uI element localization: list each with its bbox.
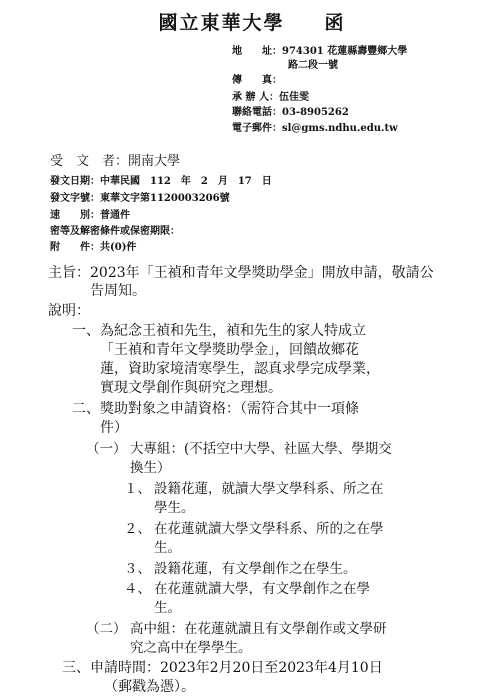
attachments	[50, 238, 136, 253]
point1-line2: 學生。	[154, 500, 195, 516]
contact-label: 承 辦 人：	[232, 92, 279, 103]
attachments-value: 共(0)件	[100, 242, 137, 253]
sender-fax	[232, 73, 282, 89]
item1-line4: 實現文學創作與研究之理想。	[100, 380, 282, 396]
sender-contact	[232, 90, 309, 106]
doc-number-value: 東華文字第1120003206號	[100, 193, 230, 204]
issue-date-value: 中華民國 112 年 2 月 17 日	[100, 176, 272, 187]
point3-num: ３、	[124, 561, 151, 577]
address-line2: 路二段一號	[288, 60, 338, 71]
phone-label: 聯絡電話：	[232, 107, 282, 118]
urgency-label: 速 別：	[50, 210, 100, 221]
sub2-line2: 究之高中在學學生。	[130, 640, 252, 656]
secrecy-label: 密等及解密條件或保密期限：	[50, 226, 180, 237]
item1-line3: 蓮，資助家境清寒學生，認真求學完成學業，	[100, 361, 380, 377]
item3-num: 三、	[62, 660, 90, 676]
sender-phone	[232, 105, 349, 121]
point4-line1: 在花蓮就讀大學，有文學創作之在學	[154, 581, 370, 597]
issue-date	[50, 172, 272, 187]
urgency	[50, 206, 130, 221]
doc-type: 函	[324, 12, 346, 34]
item3-line1: 申請時間：2023年2月20日至2023年4月10日	[90, 660, 383, 676]
subject-label: 主旨：	[48, 265, 90, 281]
secrecy	[50, 222, 180, 237]
point2-line2: 生。	[154, 540, 181, 556]
item1-line1: 為紀念王禎和先生，禎和先生的家人特成立	[100, 323, 366, 339]
phone-value: 03-8905262	[282, 107, 349, 118]
point2-line1: 在花蓮就讀大學文學科系、所的之在學	[154, 521, 384, 537]
item2-num: 二、	[72, 401, 100, 417]
issue-date-label: 發文日期：	[50, 176, 100, 187]
item1-num: 一、	[72, 323, 100, 339]
issuer-name: 國立東華大學	[158, 12, 285, 34]
recipient-label: 受 文 者：	[50, 154, 129, 169]
sub1-num: （一）	[86, 441, 127, 457]
sub1-line2: 換生）	[130, 460, 171, 476]
item2-line1: 獎助對象之申請資格：（需符合其中一項條	[100, 401, 359, 417]
item2-line2: 件）	[100, 420, 128, 436]
item3-line2: （郵戳為憑）。	[104, 679, 195, 695]
fax-label: 傳 真：	[232, 75, 282, 86]
sub2-line1: 高中組：在花蓮就讀且有文學創作或文學研	[130, 621, 387, 637]
recipient-value: 開南大學	[128, 154, 181, 169]
address-label: 地 址：	[232, 46, 282, 57]
email-value: sl@gms.ndhu.edu.tw	[282, 123, 398, 134]
urgency-value: 普通件	[100, 210, 130, 221]
email-label: 電子郵件：	[232, 123, 282, 134]
point4-line2: 生。	[154, 600, 181, 616]
subject-line2: 告周知。	[90, 283, 146, 299]
sub2-num: （二）	[86, 621, 127, 637]
attachments-label: 附 件：	[50, 242, 100, 253]
sender-email	[232, 121, 398, 137]
doc-number	[50, 189, 230, 204]
point4-num: ４、	[124, 581, 151, 597]
sub1-line1: 大專組：(不括空中大學、社區大學、學期交	[130, 441, 392, 457]
subject-line1: 2023年「王禎和青年文學獎助學金」開放申請，敬請公	[90, 265, 434, 281]
address-line1: 974301 花蓮縣壽豐鄉大學	[282, 46, 408, 57]
point3-line1: 設籍花蓮，有文學創作之在學生。	[154, 561, 357, 577]
doc-number-label: 發文字號：	[50, 193, 100, 204]
item1-line2: 「王禎和青年文學獎助學金」，回饋故鄉花	[100, 342, 359, 358]
contact-value: 伍佳雯	[278, 92, 309, 103]
point1-line1: 設籍花蓮，就讀大學文學科系、所之在	[154, 481, 384, 497]
recipient	[50, 150, 180, 169]
document-title	[0, 8, 504, 35]
point2-num: ２、	[124, 521, 151, 537]
point1-num: １、	[124, 481, 151, 497]
explanation-label: 說明：	[48, 303, 90, 319]
